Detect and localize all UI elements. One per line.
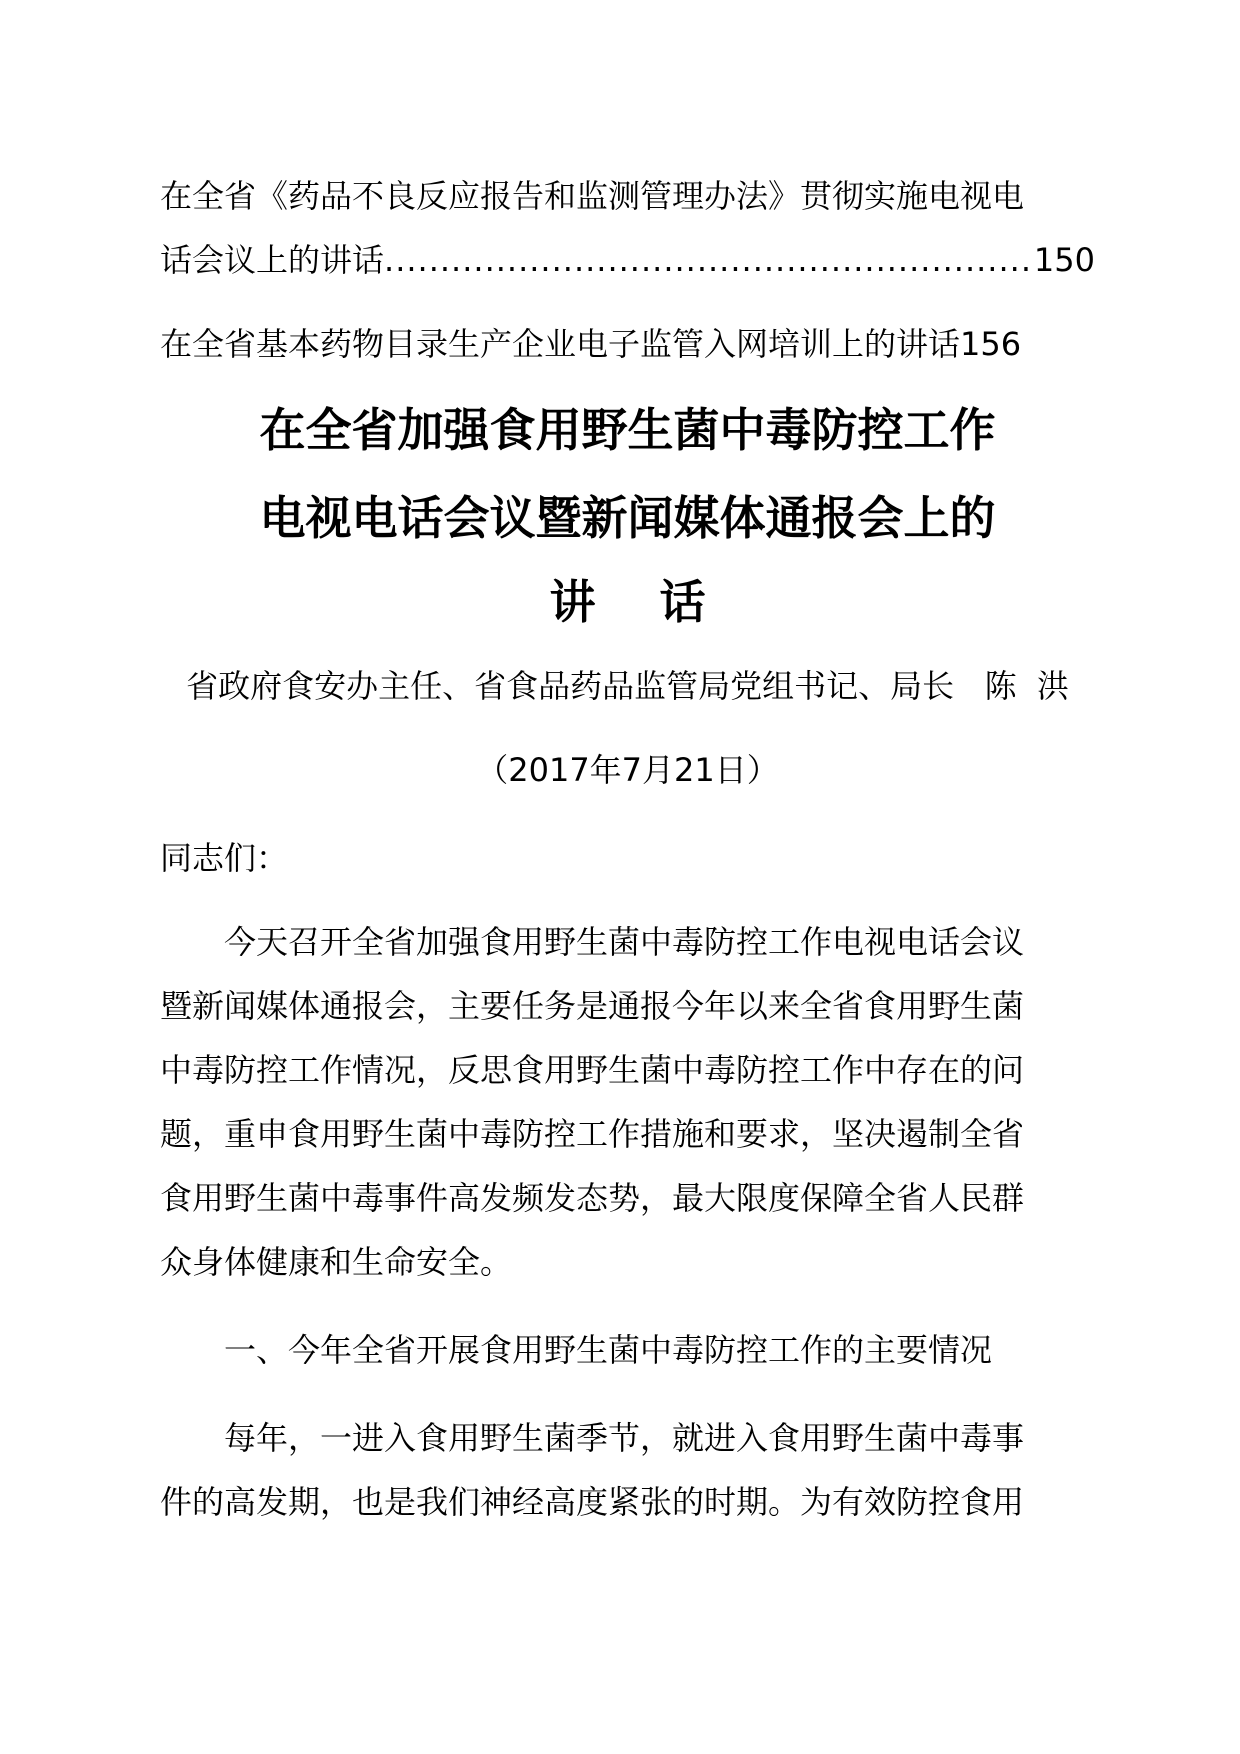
toc-entry-1-line-1: 在全省《药品不良反应报告和监测管理办法》贯彻实施电视电 <box>160 177 1025 215</box>
title-char-1: 讲 <box>549 575 596 629</box>
title-line-3 <box>160 574 1095 630</box>
date-line: （2017年7月21日） <box>476 751 779 789</box>
toc-entry-1-line-2 <box>160 240 1095 280</box>
toc-leader-dots <box>384 240 1034 280</box>
paragraph-1-line-4: 题，重申食用野生菌中毒防控工作措施和要求，坚决遏制全省 <box>160 1115 1025 1153</box>
salutation: 同志们： <box>160 839 289 877</box>
paragraph-1-line-1: 今天召开全省加强食用野生菌中毒防控工作电视电话会议 <box>224 923 1025 961</box>
toc-entry-2: 在全省基本药物目录生产企业电子监管入网培训上的讲话156 <box>160 325 1022 363</box>
title-line-1: 在全省加强食用野生菌中毒防控工作 <box>259 403 996 457</box>
title-char-2: 话 <box>659 575 706 629</box>
speaker-text: 省政府食安办主任、省食品药品监管局党组书记、局长 陈 洪 <box>186 667 1069 705</box>
paragraph-1-line-5: 食用野生菌中毒事件高发频发态势，最大限度保障全省人民群 <box>160 1179 1025 1217</box>
title-line-2: 电视电话会议暨新闻媒体通报会上的 <box>259 491 996 545</box>
paragraph-1-line-3: 中毒防控工作情况，反思食用野生菌中毒防控工作中存在的问 <box>160 1051 1025 1089</box>
toc-entry-1-text: 话会议上的讲话 <box>160 241 385 279</box>
toc-entry-1-page: 150 <box>1033 241 1095 279</box>
speaker-line <box>160 666 1095 706</box>
section-heading-1: 一、今年全省开展食用野生菌中毒防控工作的主要情况 <box>224 1331 993 1369</box>
paragraph-1-line-6: 众身体健康和生命安全。 <box>160 1243 513 1281</box>
paragraph-1-line-2: 暨新闻媒体通报会，主要任务是通报今年以来全省食用野生菌 <box>160 987 1025 1025</box>
paragraph-2-line-2: 件的高发期，也是我们神经高度紧张的时期。为有效防控食用 <box>160 1483 1025 1521</box>
paragraph-2-line-1: 每年，一进入食用野生菌季节，就进入食用野生菌中毒事 <box>224 1419 1025 1457</box>
